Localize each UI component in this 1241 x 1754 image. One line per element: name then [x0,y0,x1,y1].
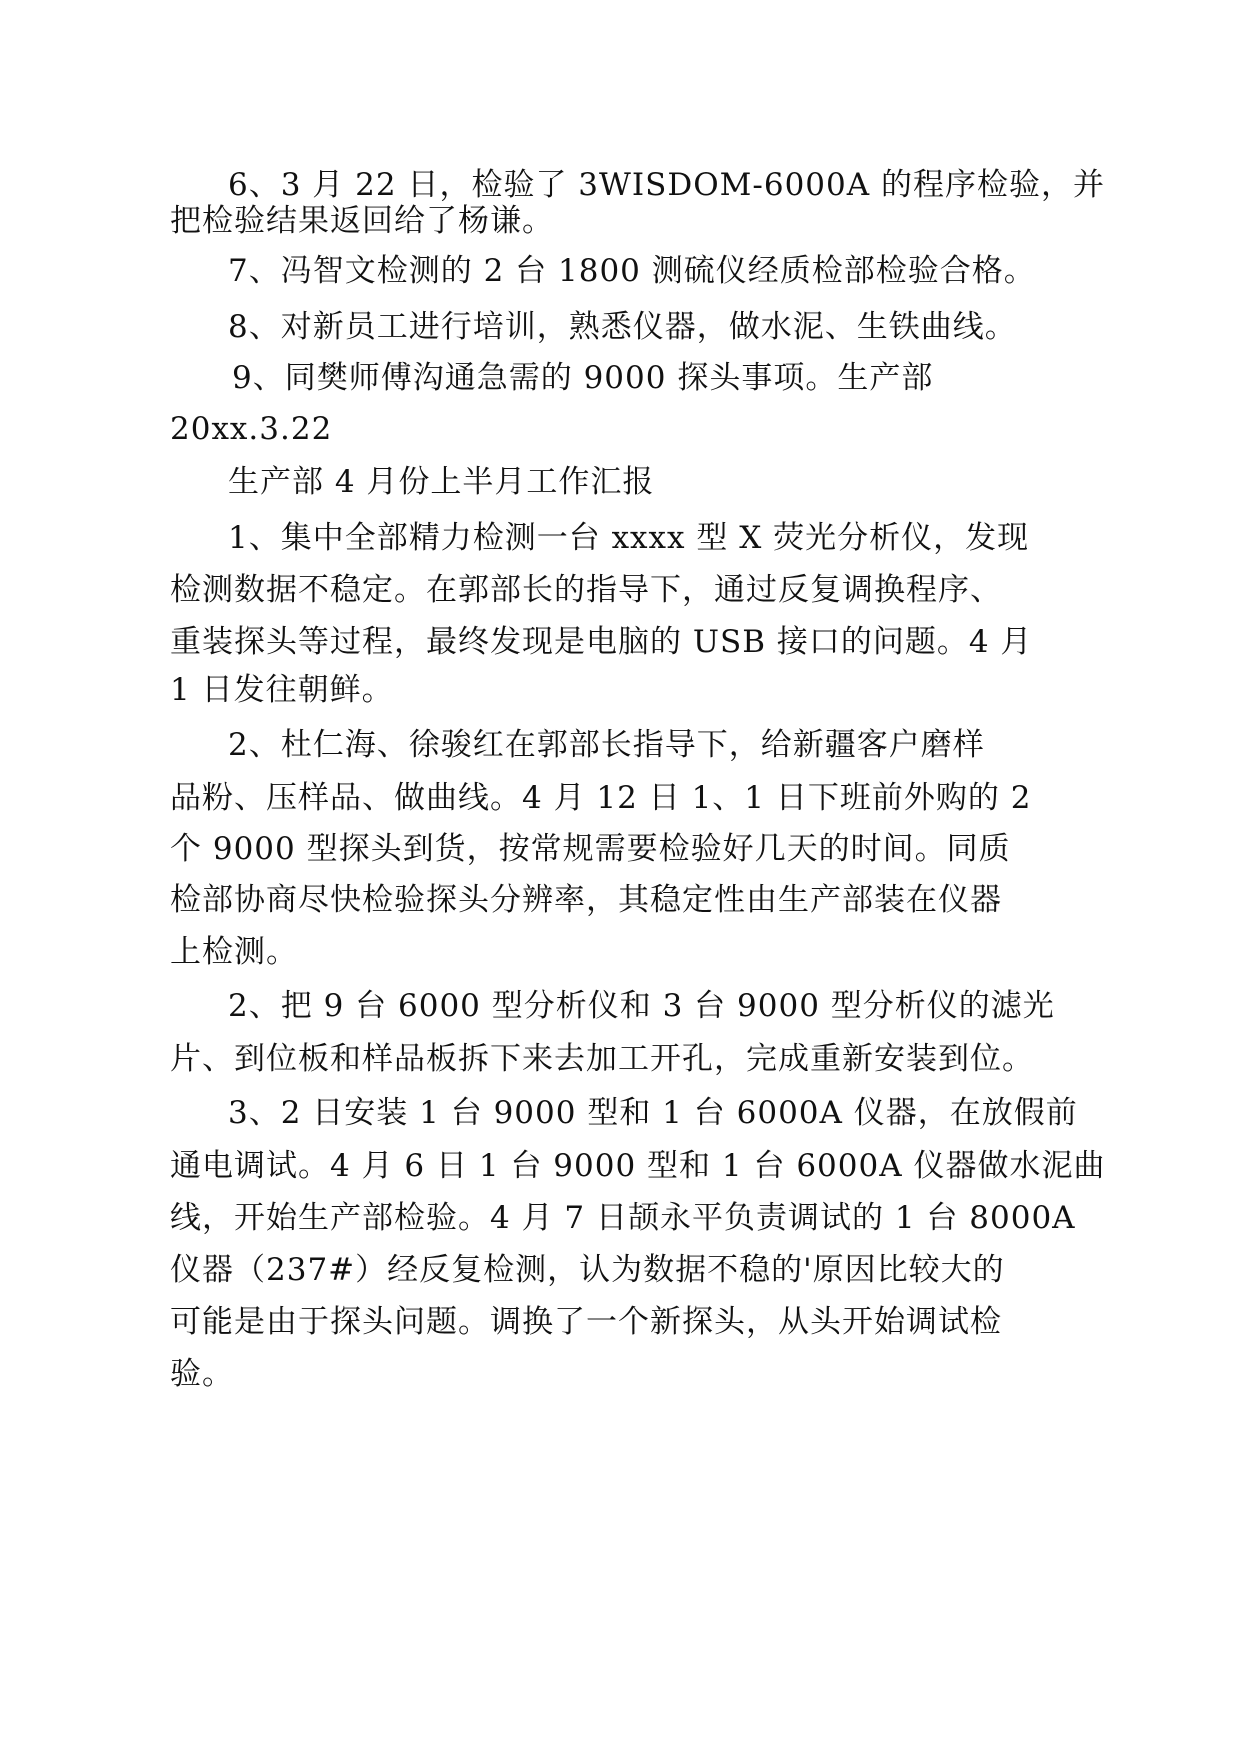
item-3-line-1: 3、2 日安装 1 台 9000 型和 1 台 6000A 仪器，在放假前 [228,1095,1078,1131]
item-1-line-2: 检测数据不稳定。在郭部长的指导下，通过反复调换程序、 [170,572,1002,608]
paragraph-7-line-1: 7、冯智文检测的 2 台 1800 测硫仪经质检部检验合格。 [228,253,1036,289]
item-3-line-4: 仪器（237#）经反复检测，认为数据不稳的'原因比较大的 [170,1252,1005,1288]
item-2a-line-5: 上检测。 [170,934,298,970]
paragraph-9-line-1: 9、同樊师傅沟通急需的 9000 探头事项。生产部 [232,360,934,396]
item-1-line-3: 重装探头等过程，最终发现是电脑的 USB 接口的问题。4 月 [170,624,1033,660]
section-heading: 生产部 4 月份上半月工作汇报 [228,464,655,500]
paragraph-6-line-2: 把检验结果返回给了杨谦。 [170,203,554,239]
item-3-line-3: 线，开始生产部检验。4 月 7 日颉永平负责调试的 1 台 8000A [170,1200,1076,1236]
item-2b-line-2: 片、到位板和样品板拆下来去加工开孔，完成重新安装到位。 [170,1041,1034,1077]
paragraph-6-line-1: 6、3 月 22 日，检验了 3WISDOM-6000A 的程序检验，并 [228,167,1105,203]
paragraph-8-line-1: 8、对新员工进行培训，熟悉仪器，做水泥、生铁曲线。 [228,309,1017,345]
item-2a-line-3: 个 9000 型探头到货，按常规需要检验好几天的时间。同质 [170,831,1011,867]
item-2a-line-2: 品粉、压样品、做曲线。4 月 12 日 1、1 日下班前外购的 2 [170,780,1032,816]
item-2b-line-1: 2、把 9 台 6000 型分析仪和 3 台 9000 型分析仪的滤光 [228,988,1055,1024]
paragraph-9-date: 20xx.3.22 [170,411,333,447]
item-3-line-6: 验。 [170,1356,234,1392]
item-2a-line-1: 2、杜仁海、徐骏红在郭部长指导下，给新疆客户磨样 [228,727,985,763]
item-2a-line-4: 检部协商尽快检验探头分辨率，其稳定性由生产部装在仪器 [170,882,1002,918]
item-3-line-5: 可能是由于探头问题。调换了一个新探头，从头开始调试检 [170,1304,1002,1340]
item-3-line-2: 通电调试。4 月 6 日 1 台 9000 型和 1 台 6000A 仪器做水泥曲 [170,1148,1106,1184]
item-1-line-4: 1 日发往朝鲜。 [170,672,394,708]
item-1-line-1: 1、集中全部精力检测一台 xxxx 型 X 荧光分析仪，发现 [228,520,1030,556]
